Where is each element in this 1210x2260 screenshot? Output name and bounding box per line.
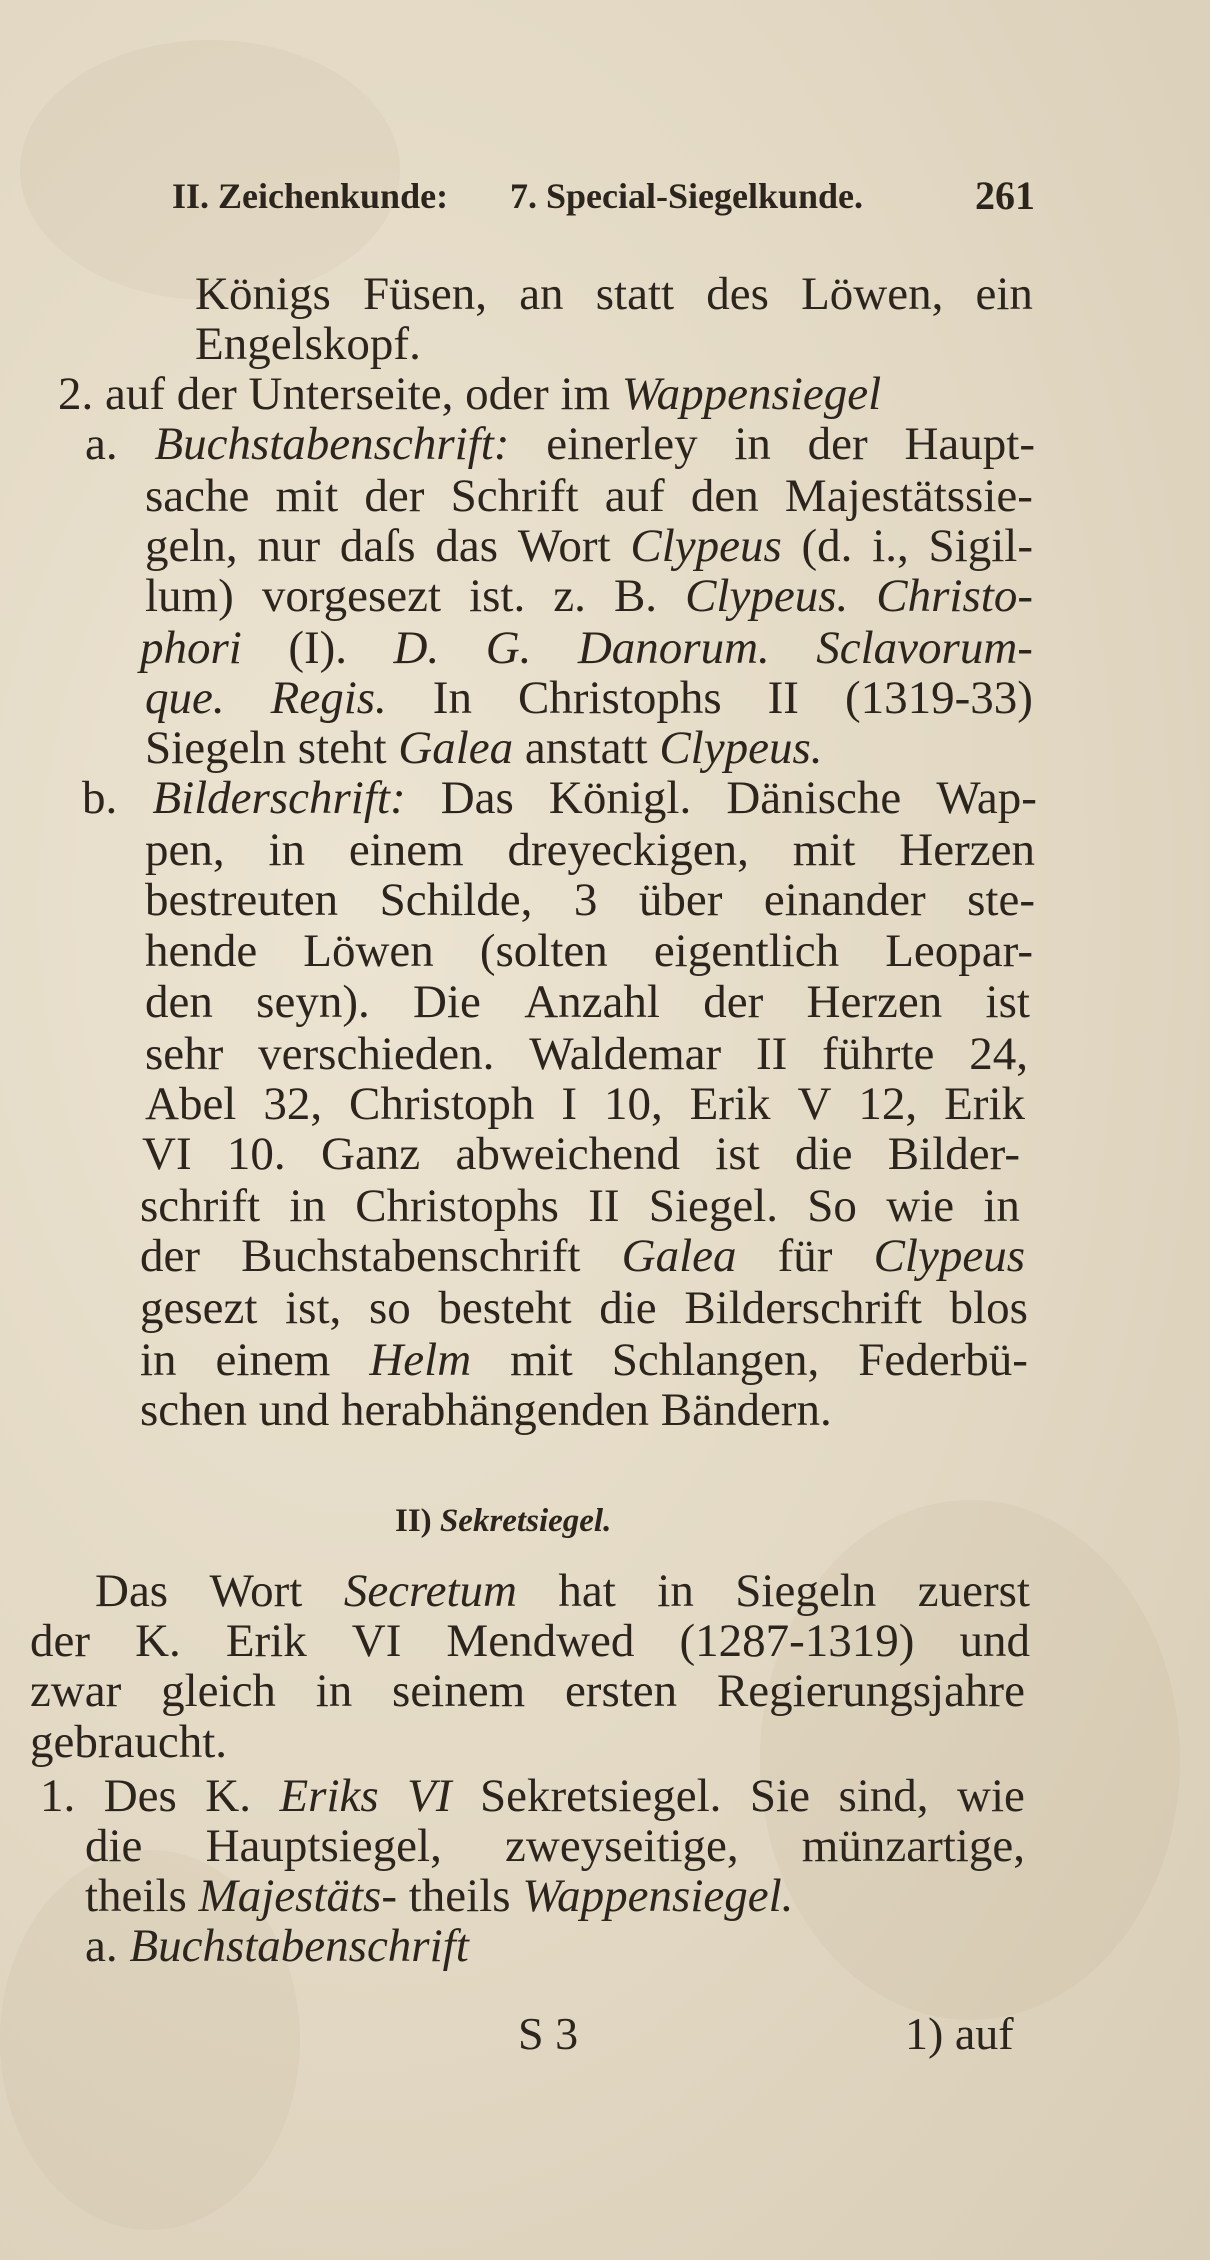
word: Schilde, (379, 874, 533, 926)
word: sehr (145, 1028, 224, 1080)
word: herabhängenden (341, 1384, 649, 1436)
text-line (95, 1565, 1030, 1617)
word: gebraucht. (30, 1716, 228, 1768)
word: seinem (392, 1665, 526, 1717)
word: verschieden. (258, 1028, 495, 1080)
text-line (85, 1820, 1025, 1872)
word: Löwen (303, 925, 434, 977)
word: und (258, 1384, 330, 1436)
text-line (145, 925, 1033, 977)
word: Mendwed (446, 1615, 635, 1667)
text-line (145, 976, 1030, 1028)
text-line (145, 722, 823, 774)
word: Danorum. (577, 622, 770, 674)
word: Schrift (450, 470, 579, 522)
word: (I). (288, 622, 348, 674)
word: II) (395, 1503, 432, 1539)
text-line (145, 874, 1035, 926)
word: Königl. (548, 772, 692, 824)
word: a. (85, 1920, 118, 1972)
word: Bilderschrift: (152, 772, 406, 824)
text-line (140, 1230, 1025, 1282)
word: G. (485, 622, 532, 674)
word: Buchstabenschrift (241, 1230, 581, 1282)
word: theils (408, 1870, 511, 1922)
word: die (599, 1282, 657, 1334)
word: 1. (40, 1770, 76, 1822)
running-header-chapter: 7. Special-Siegelkunde. (510, 176, 864, 216)
word: gleich (161, 1665, 276, 1717)
word: ist. (469, 570, 526, 622)
word: Löwen, (801, 268, 944, 320)
word: Clypeus. (659, 722, 823, 774)
word: der (140, 1230, 201, 1282)
word: hende (145, 925, 258, 977)
word: b. (82, 772, 118, 824)
word: In (432, 672, 472, 724)
word: II (756, 1028, 788, 1080)
word: Buchstabenschrift: (154, 418, 510, 470)
word: Wort (209, 1565, 303, 1617)
word: 24, (969, 1028, 1028, 1080)
word: zwar (30, 1665, 122, 1717)
word: Waldemar (529, 1028, 722, 1080)
word: Federbü- (858, 1334, 1028, 1386)
word: Sclavorum- (816, 622, 1033, 674)
word: an (519, 268, 564, 320)
word: K. (135, 1615, 181, 1667)
word: Wappensiegel (621, 368, 882, 420)
word: B. (613, 570, 658, 622)
word: phori (140, 622, 242, 674)
word: Wort (517, 520, 611, 572)
word: II (767, 672, 799, 724)
word: über (638, 874, 723, 926)
word: wie (957, 1770, 1025, 1822)
word: Leopar- (885, 925, 1033, 977)
text-line (30, 1665, 1025, 1717)
word: hat (558, 1565, 616, 1617)
word: Galea (621, 1230, 737, 1282)
word: der (30, 1615, 91, 1667)
word: Das (95, 1565, 169, 1617)
word: Hauptsiegel, (205, 1820, 442, 1872)
word: in (657, 1565, 694, 1617)
section-subheading (395, 1495, 611, 1547)
word: Engelskopf. (195, 318, 421, 370)
word: Füsen, (362, 268, 488, 320)
word: ersten (564, 1665, 678, 1717)
word: abweichend (455, 1128, 680, 1180)
text-line (140, 1334, 1028, 1386)
word: den (690, 470, 759, 522)
word: 3 (573, 874, 598, 926)
word: So (807, 1180, 857, 1232)
word: Wappensiegel. (522, 1870, 794, 1922)
word: 12, (858, 1078, 918, 1130)
word: anstatt (524, 722, 648, 774)
word: VI (351, 1615, 402, 1667)
word: Abel (145, 1078, 237, 1130)
text-line (30, 1615, 1030, 1667)
word: 2. (58, 368, 94, 420)
word: (1287-1319) (679, 1615, 915, 1667)
word: gesezt (140, 1282, 258, 1334)
word: Siegeln (735, 1565, 877, 1617)
word: Eriks (279, 1770, 379, 1822)
word: 10. (226, 1128, 286, 1180)
word: Clypeus. (685, 570, 849, 622)
page-number: 261 (975, 173, 1035, 218)
word: in (315, 1665, 353, 1717)
word: Wap- (936, 772, 1037, 824)
word: des (706, 268, 769, 320)
word: Erik (689, 1078, 771, 1130)
word: ein (975, 268, 1033, 320)
word: (solten (479, 925, 608, 977)
text-line (145, 1028, 1028, 1080)
text-line (140, 1180, 1020, 1232)
word: Secretum (343, 1565, 517, 1617)
text-line (58, 368, 881, 420)
text-line (82, 772, 1037, 824)
word: Erik (944, 1078, 1025, 1130)
word: Christo- (876, 570, 1033, 622)
word: in (983, 1180, 1020, 1232)
word: Buchstabenschrift (129, 1920, 469, 1972)
text-line (145, 520, 1033, 572)
text-line (85, 418, 1035, 470)
word: ist (715, 1128, 760, 1180)
word: (d. (801, 520, 853, 572)
catchword: 1) auf (905, 2008, 1014, 2059)
text-line (140, 1282, 1028, 1334)
word: Siegel. (648, 1180, 779, 1232)
word: Majestäts- (198, 1870, 397, 1922)
word: blos (949, 1282, 1028, 1334)
word: auf (105, 368, 166, 420)
word: 32, (263, 1078, 323, 1130)
word: besteht (438, 1282, 572, 1334)
word: Haupt- (904, 418, 1035, 470)
word: das (435, 520, 498, 572)
word: nur (257, 520, 321, 572)
text-line (85, 1920, 469, 1972)
text-line (142, 1128, 1020, 1180)
word: im (560, 368, 611, 420)
word: Herzen (899, 824, 1035, 876)
word: Sekretsiegel. (479, 1770, 722, 1822)
word: lum) (145, 570, 234, 622)
word: statt (595, 268, 675, 320)
word: Helm (369, 1334, 472, 1386)
word: schen (140, 1384, 248, 1436)
word: Anzahl (524, 976, 660, 1028)
word: eigentlich (653, 925, 840, 977)
word: Herzen (806, 976, 943, 1028)
word: sind, (838, 1770, 929, 1822)
word: auf (604, 470, 665, 522)
word: Erik (225, 1615, 307, 1667)
word: der (364, 470, 425, 522)
running-header-section: II. Zeichenkunde: (172, 176, 449, 216)
word: in (268, 824, 306, 876)
word: so (368, 1282, 411, 1334)
word: Christoph (349, 1078, 535, 1130)
word: Bilderschrift (684, 1282, 922, 1334)
text-line (40, 1770, 1025, 1822)
word: Clypeus (630, 520, 782, 572)
text-line (145, 672, 1033, 724)
word: mit (792, 824, 856, 876)
word: oder (465, 368, 549, 420)
word: i., (872, 520, 909, 572)
word: vorgesezt (261, 570, 442, 622)
word: den (145, 976, 213, 1028)
word: Sigil- (928, 520, 1033, 572)
word: (1319-33) (844, 672, 1033, 724)
word: Christophs (517, 672, 722, 724)
word: die (85, 1820, 143, 1872)
word: Des (103, 1770, 177, 1822)
text-line (140, 622, 1033, 674)
word: Clypeus (873, 1230, 1025, 1282)
word: Das (440, 772, 514, 824)
word: daſs (339, 520, 416, 572)
word: VI (407, 1770, 452, 1822)
word: Majestätssie- (784, 470, 1033, 522)
text-line (195, 268, 1033, 320)
signature-mark: S 3 (518, 2008, 579, 2059)
word: in (734, 418, 771, 470)
word: steht (297, 722, 387, 774)
word: pen, (145, 824, 225, 876)
word: V (797, 1078, 832, 1130)
word: mit (510, 1334, 573, 1386)
text-line (30, 1716, 227, 1768)
word: in (289, 1180, 326, 1232)
text-line (145, 470, 1033, 522)
word: ist (985, 976, 1030, 1028)
word: theils (85, 1870, 187, 1922)
word: und (959, 1615, 1030, 1667)
word: Regis. (270, 672, 387, 724)
text-line (85, 1870, 793, 1922)
text-line (145, 1078, 1025, 1130)
word: für (777, 1230, 833, 1282)
word: Königs (195, 268, 331, 320)
text-line (145, 824, 1035, 876)
word: ste- (967, 874, 1035, 926)
word: einerley (546, 418, 698, 470)
word: dreyeckigen, (507, 824, 749, 876)
word: Dänische (726, 772, 902, 824)
word: Bilder- (887, 1128, 1020, 1180)
text-line (195, 318, 421, 370)
word: D. (393, 622, 440, 674)
word: 10, (603, 1078, 663, 1130)
word: sache (145, 470, 250, 522)
text-line (145, 570, 1033, 622)
word: Christophs (355, 1180, 559, 1232)
word: Regierungsjahre (716, 1665, 1025, 1717)
word: Galea (398, 722, 514, 774)
word: a. (85, 418, 118, 470)
word: der (176, 368, 237, 420)
word: Sekretsiegel. (439, 1503, 612, 1539)
word: Unterseite, (248, 368, 454, 420)
word: ist, (285, 1282, 342, 1334)
word: Sie (749, 1770, 810, 1822)
word: einem (348, 824, 464, 876)
text-line (140, 1384, 832, 1436)
word: Siegeln (145, 722, 286, 774)
word: geln, (145, 520, 238, 572)
word: K. (205, 1770, 251, 1822)
word: I (561, 1078, 578, 1130)
word: z. (553, 570, 586, 622)
word: führte (822, 1028, 935, 1080)
word: einander (763, 874, 926, 926)
word: Bändern. (660, 1384, 832, 1436)
word: der (703, 976, 764, 1028)
word: Ganz (321, 1128, 421, 1180)
word: bestreuten (145, 874, 339, 926)
word: zuerst (917, 1565, 1030, 1617)
word: in (140, 1334, 177, 1386)
word: Schlangen, (611, 1334, 820, 1386)
word: que. (145, 672, 225, 724)
word: münzartige, (801, 1820, 1025, 1872)
word: schrift (140, 1180, 261, 1232)
word: seyn). (256, 976, 370, 1028)
word: einem (215, 1334, 331, 1386)
word: Die (413, 976, 481, 1028)
word: II (588, 1180, 620, 1232)
word: mit (275, 470, 339, 522)
word: VI (142, 1128, 192, 1180)
word: der (807, 418, 868, 470)
word: zweyseitige, (505, 1820, 739, 1872)
word: wie (886, 1180, 955, 1232)
word: die (795, 1128, 853, 1180)
